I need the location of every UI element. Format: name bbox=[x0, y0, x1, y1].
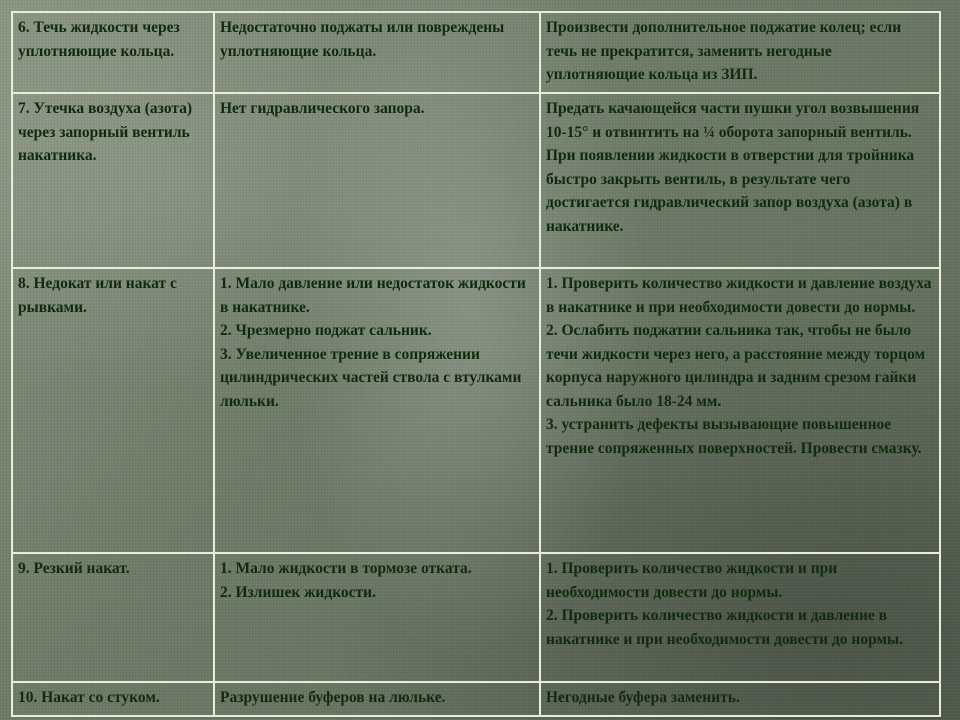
cause-text: Разрушение буферов на люльке. bbox=[220, 689, 446, 706]
remedy-text: Произвести дополнительное поджатие колец; если течь не прекратится, заменить негодные уплотняющие кольца из ЗИП. bbox=[546, 19, 902, 83]
table-row bbox=[12, 12, 940, 93]
fault-cell bbox=[12, 553, 214, 682]
cause-text: Недостаточно поджаты или повреждены уплотняющие кольца. bbox=[220, 19, 505, 60]
fault-cell bbox=[12, 93, 214, 268]
cause-item: 3. Увеличенное трение в сопряжении цилиндрических частей ствола с втулками люльки. bbox=[220, 345, 522, 410]
remedy-text: Негодные буфера заменить. bbox=[546, 689, 740, 706]
fault-text: 6. Течь жидкости через уплотняющие кольца. bbox=[18, 19, 180, 60]
fault-text: 10. Накат со стуком. bbox=[18, 689, 160, 706]
fault-text: 8. Недокат или накат с рывками. bbox=[18, 275, 177, 316]
cause-cell bbox=[214, 553, 540, 682]
table-row bbox=[12, 553, 940, 682]
remedy-item: 3. устранить дефекты вызывающие повышенное трение сопряженных поверхностей. Провести смазку. bbox=[546, 416, 922, 457]
remedy-cell bbox=[540, 682, 940, 716]
fault-cell bbox=[12, 682, 214, 716]
cause-item: 2. Излишек жидкости. bbox=[220, 583, 376, 601]
remedy-item: 1. Проверить количество жидкости и давление воздуха в накатнике и при необходимости довести до нормы. bbox=[546, 275, 932, 316]
cause-cell bbox=[214, 12, 540, 93]
table-row bbox=[12, 268, 940, 553]
fault-cell bbox=[12, 268, 214, 553]
remedy-cell bbox=[540, 268, 940, 553]
remedy-item: 1. Проверить количество жидкости и при необходимости довести до нормы. bbox=[546, 560, 838, 601]
remedy-cell bbox=[540, 553, 940, 682]
fault-text: 7. Утечка воздуха (азота) через запорный вентиль накатника. bbox=[18, 100, 193, 164]
remedy-text: Предать качающейся части пушки угол возвышения 10-15° и отвинтить на ¼ оборота запорный вентиль. При появлении жидкости в отверстии для тройника быстро закрыть вентиль, в результате чего достигается гидравлический запор воздуха (азота) в накатнике. bbox=[546, 100, 920, 235]
remedy-cell bbox=[540, 93, 940, 268]
remedy-cell bbox=[540, 12, 940, 93]
cause-cell bbox=[214, 93, 540, 268]
fault-cell bbox=[12, 12, 214, 93]
slide-content bbox=[11, 11, 939, 717]
cause-cell bbox=[214, 682, 540, 716]
cause-text: Нет гидравлического запора. bbox=[220, 100, 425, 117]
cause-item: 1. Мало жидкости в тормозе отката. bbox=[220, 560, 472, 577]
remedy-item: 2. Проверить количество жидкости и давление в накатнике и при необходимости довести до нормы. bbox=[546, 607, 904, 648]
fault-text: 9. Резкий накат. bbox=[18, 560, 130, 577]
table-row bbox=[12, 682, 940, 716]
cause-cell bbox=[214, 268, 540, 553]
table-row bbox=[12, 93, 940, 268]
troubleshooting-table bbox=[11, 11, 941, 717]
remedy-item: 2. Ослабить поджатии сальника так, чтобы не было течи жидкости через него, а расстояние между торцом корпуса наружного цилиндра и задним срезом гайки сальника было 18-24 мм. bbox=[546, 322, 926, 410]
cause-item: 1. Мало давление или недостаток жидкости в накатнике. bbox=[220, 275, 526, 316]
cause-item: 2. Чрезмерно поджат сальник. bbox=[220, 322, 432, 339]
